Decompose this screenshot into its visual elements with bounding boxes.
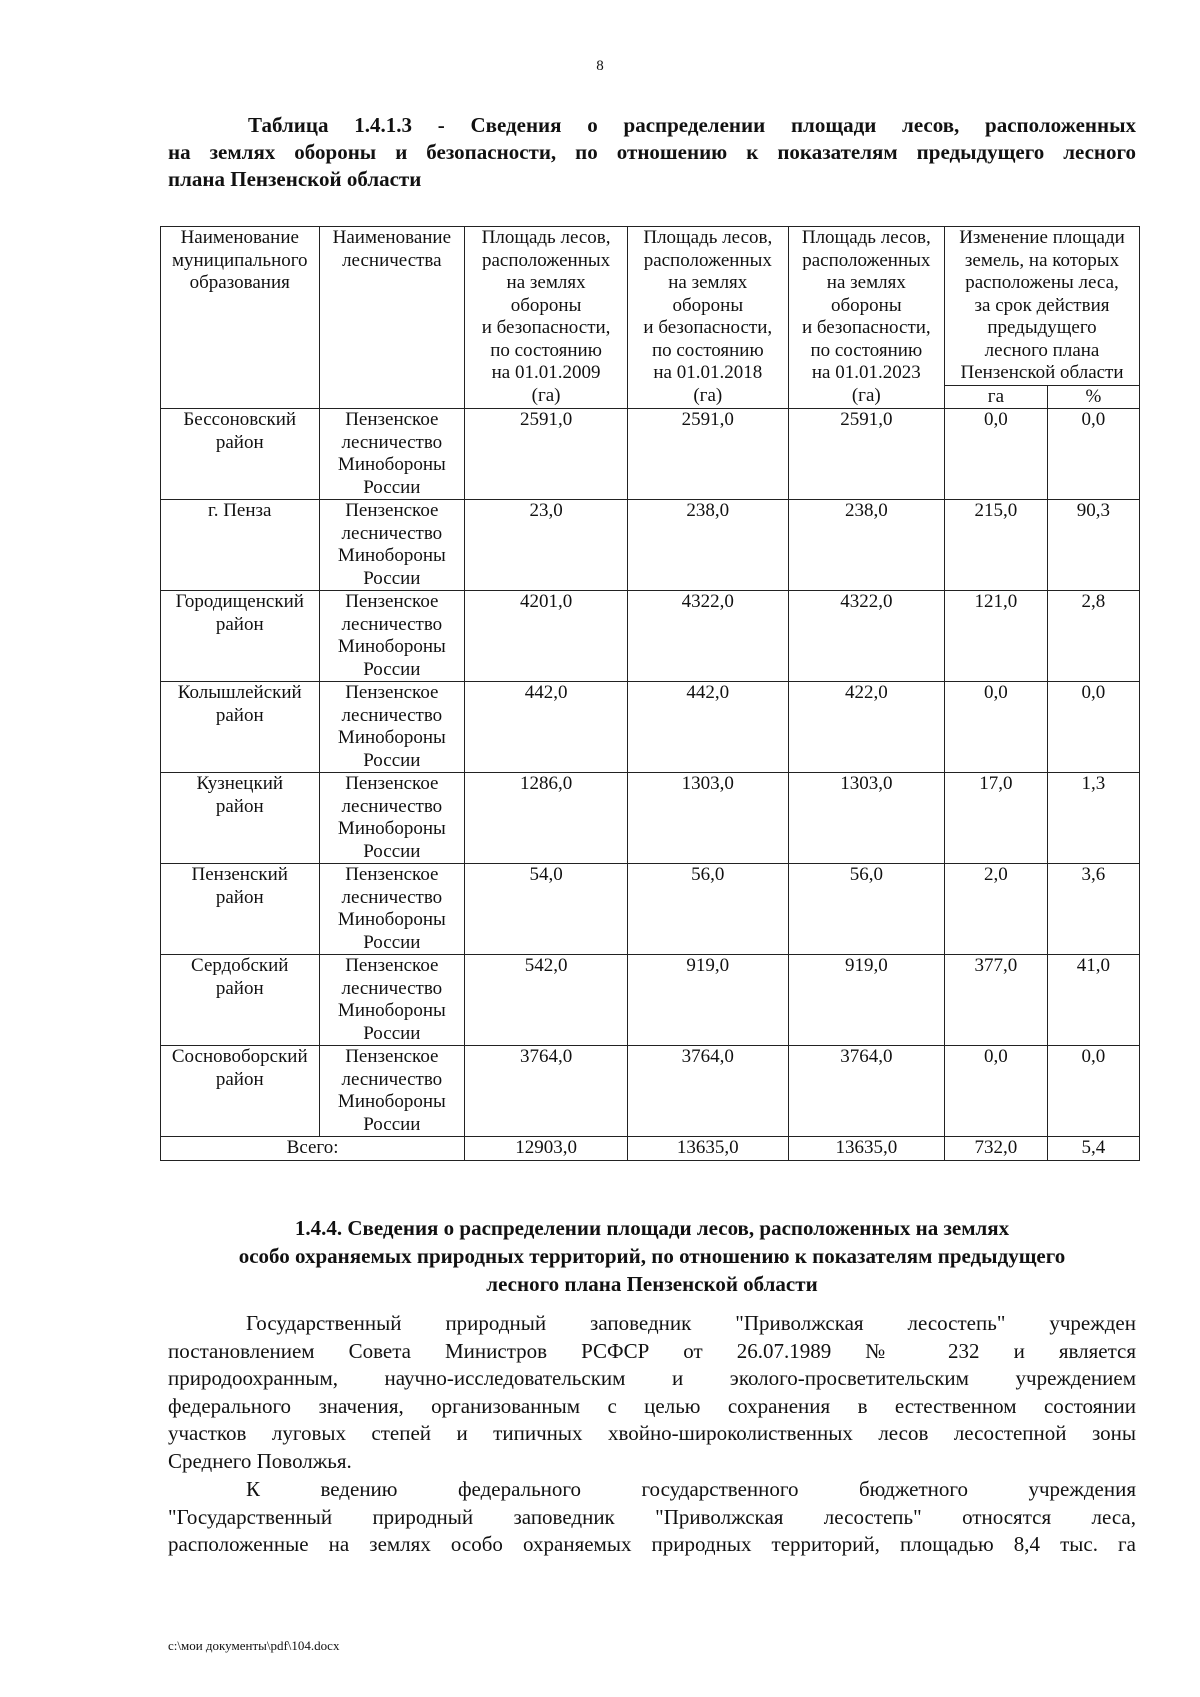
paragraph-line: Среднего Поволжья. [168, 1448, 352, 1473]
cell-area-2009: 542,0 [465, 955, 628, 1046]
cell-area-2018: 2591,0 [627, 409, 788, 500]
section-heading-line-1: 1.4.4. Сведения о распределении площади лесов, расположенных на землях [294, 1216, 1010, 1240]
header-forestry: Наименование лесничества [319, 227, 465, 409]
cell-municipality: Кузнецкий район [161, 773, 320, 864]
cell-area-2009: 442,0 [465, 682, 628, 773]
header-municipality: Наименование муниципального образования [161, 227, 320, 409]
cell-municipality: Сосновоборский район [161, 1046, 320, 1137]
cell-change-ha: 0,0 [945, 682, 1048, 773]
cell-area-2009: 4201,0 [465, 591, 628, 682]
cell-municipality: Колышлейский район [161, 682, 320, 773]
total-area-2009: 12903,0 [465, 1137, 628, 1161]
paragraph-line: расположенные на землях особо охраняемых природных территорий, площадью 8,4 тыс. га [168, 1532, 1136, 1556]
section-heading-line-3: лесного плана Пензенской области [486, 1272, 818, 1296]
cell-municipality: Пензенский район [161, 864, 320, 955]
cell-municipality: г. Пенза [161, 500, 320, 591]
table-row [161, 773, 1140, 864]
cell-area-2023: 4322,0 [788, 591, 944, 682]
cell-area-2023: 56,0 [788, 864, 944, 955]
header-change-pct: % [1047, 385, 1139, 409]
cell-change-ha: 121,0 [945, 591, 1048, 682]
cell-forestry: Пензенское лесничество Минобороны России [319, 955, 465, 1046]
section-heading [168, 1214, 1136, 1298]
header-change-ha: га [945, 385, 1048, 409]
cell-change-pct: 1,3 [1047, 773, 1139, 864]
cell-area-2018: 4322,0 [627, 591, 788, 682]
cell-area-2009: 2591,0 [465, 409, 628, 500]
paragraph-line: природоохранным, научно-исследовательским и эколого-просветительским учреждением [168, 1366, 1136, 1390]
table-row [161, 591, 1140, 682]
table-row [161, 864, 1140, 955]
caption-line-3: плана Пензенской области [168, 167, 422, 191]
table-row [161, 500, 1140, 591]
cell-area-2023: 422,0 [788, 682, 944, 773]
cell-forestry: Пензенское лесничество Минобороны России [319, 773, 465, 864]
table-header-row [161, 227, 1140, 386]
table-total-row [161, 1137, 1140, 1161]
table-row [161, 409, 1140, 500]
cell-area-2018: 3764,0 [627, 1046, 788, 1137]
cell-change-ha: 377,0 [945, 955, 1048, 1046]
cell-forestry: Пензенское лесничество Минобороны России [319, 591, 465, 682]
cell-change-pct: 41,0 [1047, 955, 1139, 1046]
paragraph-line: Государственный природный заповедник "Приволжская лесостепь" учрежден [246, 1311, 1136, 1335]
header-area-2023: Площадь лесов, расположенных на землях обороны и безопасности, по состоянию на 01.01.2023 (га) [788, 227, 944, 409]
page-number: 8 [596, 58, 604, 74]
cell-change-pct: 0,0 [1047, 409, 1139, 500]
footer-file-path: c:\мои документы\pdf\104.docx [168, 1638, 340, 1653]
header-area-2018: Площадь лесов, расположенных на землях обороны и безопасности, по состоянию на 01.01.2018 (га) [627, 227, 788, 409]
cell-area-2018: 919,0 [627, 955, 788, 1046]
cell-area-2009: 54,0 [465, 864, 628, 955]
cell-change-pct: 0,0 [1047, 1046, 1139, 1137]
caption-line-1: Таблица 1.4.1.3 - Сведения о распределении площади лесов, расположенных [248, 113, 1136, 137]
cell-municipality: Городищенский район [161, 591, 320, 682]
cell-forestry: Пензенское лесничество Минобороны России [319, 1046, 465, 1137]
table-row [161, 1046, 1140, 1137]
paragraph-reserve-description [168, 1310, 1136, 1475]
total-area-2023: 13635,0 [788, 1137, 944, 1161]
table-row [161, 682, 1140, 773]
cell-forestry: Пензенское лесничество Минобороны России [319, 864, 465, 955]
cell-area-2023: 3764,0 [788, 1046, 944, 1137]
cell-area-2018: 238,0 [627, 500, 788, 591]
cell-change-ha: 0,0 [945, 409, 1048, 500]
header-change: Изменение площади земель, на которых расположены леса, за срок действия предыдущего лесного плана Пензенской области [945, 227, 1140, 386]
cell-municipality: Бессоновский район [161, 409, 320, 500]
header-area-2009: Площадь лесов, расположенных на землях обороны и безопасности, по состоянию на 01.01.2009 (га) [465, 227, 628, 409]
paragraph-line: постановлением Совета Министров РСФСР от 26.07.1989 № 232 и является [168, 1338, 1136, 1363]
cell-area-2023: 2591,0 [788, 409, 944, 500]
total-change-ha: 732,0 [945, 1137, 1048, 1161]
total-change-pct: 5,4 [1047, 1137, 1139, 1161]
cell-area-2023: 919,0 [788, 955, 944, 1046]
cell-area-2018: 442,0 [627, 682, 788, 773]
cell-change-pct: 0,0 [1047, 682, 1139, 773]
table-row [161, 955, 1140, 1046]
cell-change-pct: 3,6 [1047, 864, 1139, 955]
paragraph-reserve-forests [168, 1476, 1136, 1559]
forest-area-table [160, 226, 1140, 1161]
paragraph-line: федерального значения, организованным с целью сохранения в естественном состоянии [168, 1393, 1136, 1418]
total-area-2018: 13635,0 [627, 1137, 788, 1161]
cell-municipality: Сердобский район [161, 955, 320, 1046]
cell-area-2023: 238,0 [788, 500, 944, 591]
cell-change-ha: 2,0 [945, 864, 1048, 955]
cell-forestry: Пензенское лесничество Минобороны России [319, 409, 465, 500]
cell-area-2023: 1303,0 [788, 773, 944, 864]
cell-area-2009: 3764,0 [465, 1046, 628, 1137]
cell-forestry: Пензенское лесничество Минобороны России [319, 500, 465, 591]
cell-change-pct: 2,8 [1047, 591, 1139, 682]
section-heading-line-2: особо охраняемых природных территорий, по отношению к показателям предыдущего [238, 1244, 1066, 1268]
cell-area-2009: 1286,0 [465, 773, 628, 864]
cell-change-ha: 0,0 [945, 1046, 1048, 1137]
paragraph-line: участков луговых степей и типичных хвойно-широколиственных лесов лесостепной зоны [168, 1421, 1136, 1445]
cell-change-pct: 90,3 [1047, 500, 1139, 591]
cell-forestry: Пензенское лесничество Минобороны России [319, 682, 465, 773]
paragraph-line: К ведению федерального государственного бюджетного учреждения [246, 1477, 1136, 1501]
table-caption [168, 112, 1136, 193]
cell-change-ha: 17,0 [945, 773, 1048, 864]
caption-line-2: на землях обороны и безопасности, по отношению к показателям предыдущего лесного [168, 140, 1136, 164]
total-label: Всего: [161, 1137, 465, 1161]
cell-area-2018: 56,0 [627, 864, 788, 955]
cell-area-2009: 23,0 [465, 500, 628, 591]
cell-change-ha: 215,0 [945, 500, 1048, 591]
paragraph-line: "Государственный природный заповедник "Приволжская лесостепь" относятся леса, [168, 1504, 1136, 1529]
cell-area-2018: 1303,0 [627, 773, 788, 864]
